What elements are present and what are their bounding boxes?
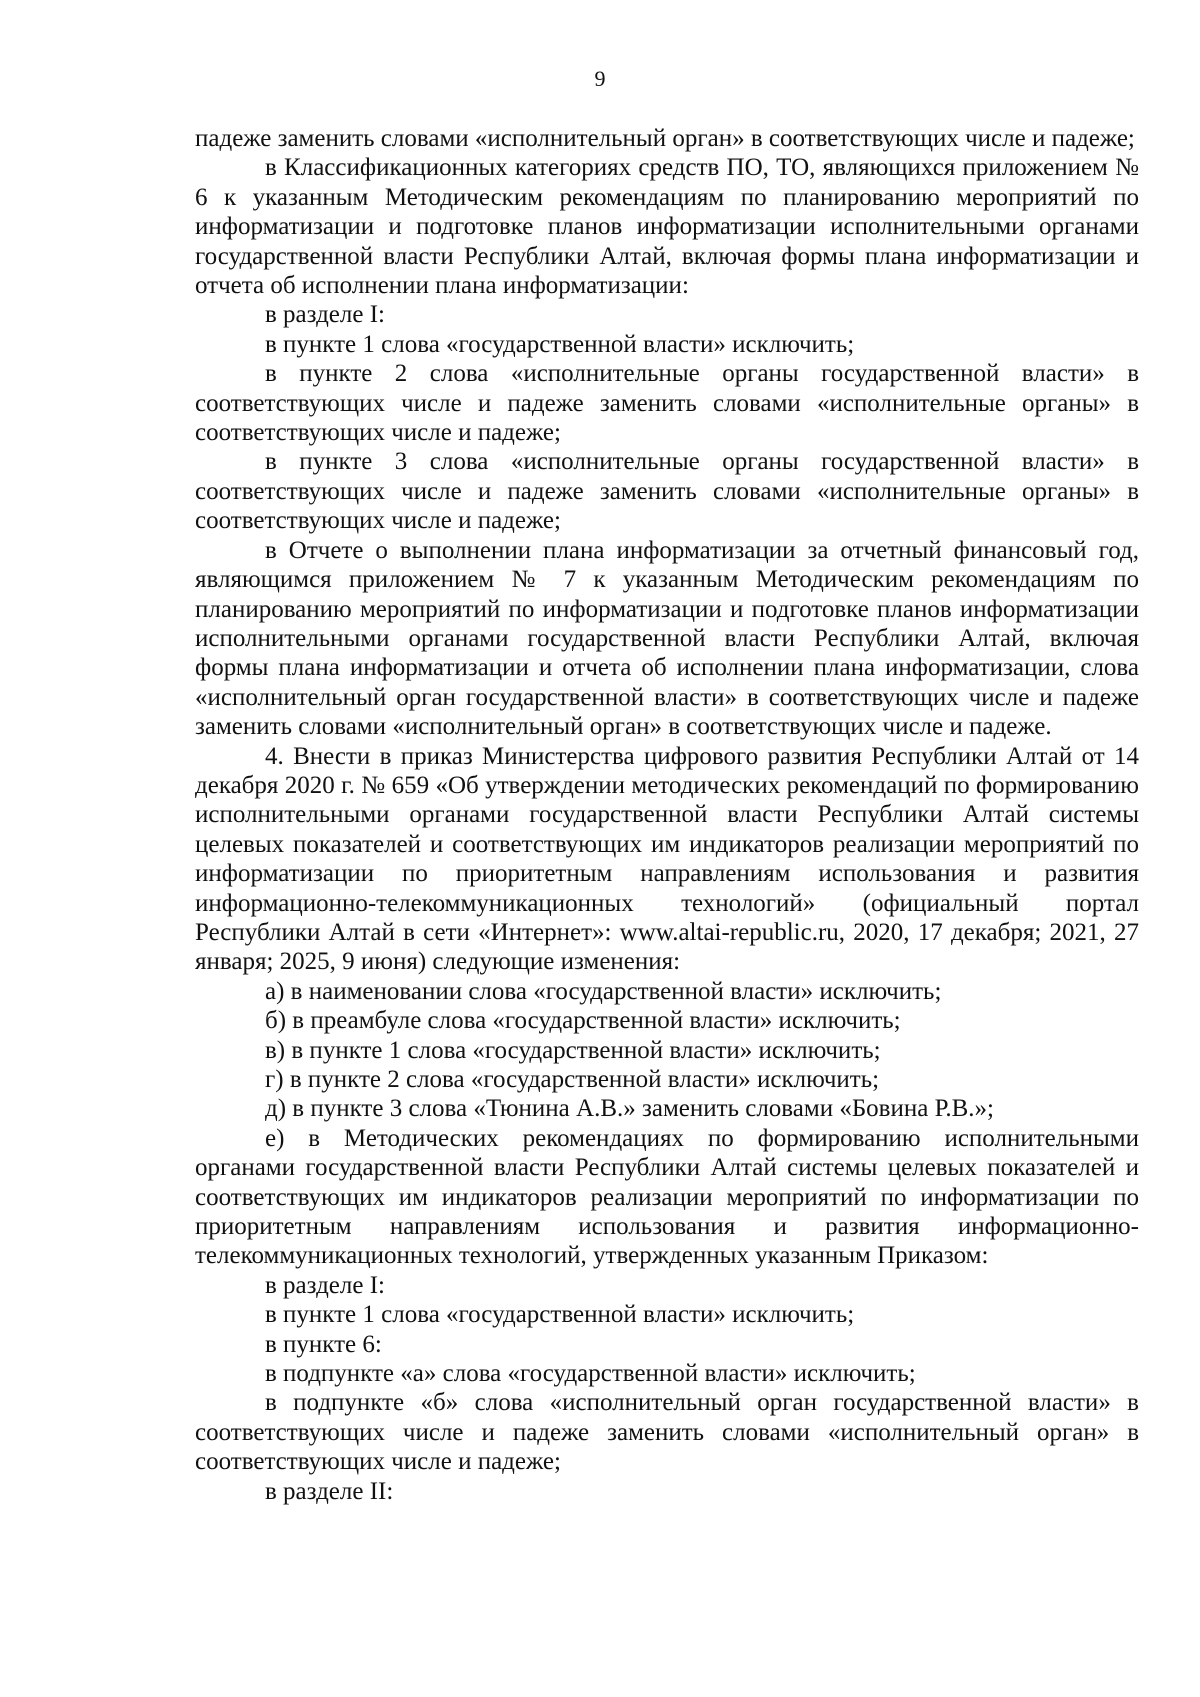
paragraph-point-3: в пункте 3 слова «исполнительные органы государственной власти» в соответствующих числе и падеже заменить словами «исполнительные органы» в соответствующих числе и падеже; — [195, 448, 1139, 535]
paragraph-subitem-v: в) в пункте 1 слова «государственной власти» исключить; — [265, 1036, 881, 1064]
paragraph-subitem-g: г) в пункте 2 слова «государственной власти» исключить; — [265, 1066, 880, 1093]
paragraph-point-1-second: в пункте 1 слова «государственной власти» исключить; — [265, 1301, 855, 1329]
document-body — [195, 124, 1139, 1506]
paragraph-section-1-second: в разделе I: — [265, 1271, 385, 1299]
paragraph-continuation: падеже заменить словами «исполнительный орган» в соответствующих числе и падеже; — [195, 125, 1135, 152]
paragraph-subitem-b: б) в преамбуле слова «государственной власти» исключить; — [265, 1007, 901, 1035]
paragraph-item-4: 4. Внести в приказ Министерства цифрового развития Республики Алтай от 14 декабря 2020 г. № 659 «Об утверждении методических рекомендаций по формированию исполнительными органами государственной власти Республики Алтай системы целевых показателей и соответствующих им индикаторов реализации мероприятий по информатизации по приоритетным направлениям использования и развития информационно-телекоммуникационных технологий» (официальный портал Республики Алтай в сети «Интернет»: www.altai-republic.ru, 2020, 17 декабря; 2021, 27 января; 2025, 9 июня) следующие изменения: — [195, 742, 1139, 976]
paragraph-subpoint-a: в подпункте «а» слова «государственной власти» исключить; — [265, 1360, 916, 1388]
paragraph-report: в Отчете о выполнении плана информатизации за отчетный финансовый год, являющимся приложением № 7 к указанным Методическим рекомендациям по планированию мероприятий по информатизации и подготовке планов информатизации исполнительными органами государственной власти Республики Алтай, включая формы плана информатизации и отчета об исполнении плана информатизации, слова «исполнительный орган государственной власти» в соответствующих числе и падеже заменить словами «исполнительный орган» в соответствующих числе и падеже. — [195, 536, 1139, 741]
paragraph-section-1: в разделе I: — [265, 301, 385, 329]
paragraph-point-2: в пункте 2 слова «исполнительные органы государственной власти» в соответствующих числе и падеже заменить словами «исполнительные органы» в соответствующих числе и падеже; — [195, 360, 1139, 447]
paragraph-subitem-d: д) в пункте 3 слова «Тюнина А.В.» заменить словами «Бовина Р.В.»; — [265, 1095, 994, 1123]
paragraph-point-1: в пункте 1 слова «государственной власти» исключить; — [265, 330, 855, 358]
paragraph-point-6: в пункте 6: — [265, 1330, 382, 1358]
paragraph-subitem-a: а) в наименовании слова «государственной власти» исключить; — [265, 977, 942, 1005]
paragraph-subpoint-b: в подпункте «б» слова «исполнительный орган государственной власти» в соответствующих числе и падеже заменить словами «исполнительный орган» в соответствующих числе и падеже; — [195, 1389, 1139, 1476]
page-number: 9 — [594, 66, 606, 91]
paragraph-section-2: в разделе II: — [265, 1477, 394, 1505]
paragraph-classification-categories: в Классификационных категориях средств ПО, ТО, являющихся приложением № 6 к указанным Методическим рекомендациям по планированию мероприятий по информатизации и подготовке планов информатизации исполнительными органами государственной власти Республики Алтай, включая формы плана информатизации и отчета об исполнении плана информатизации: — [195, 154, 1139, 300]
paragraph-subitem-e: е) в Методических рекомендациях по формированию исполнительными органами государственной власти Республики Алтай системы целевых показателей и соответствующих им индикаторов реализации мероприятий по информатизации по приоритетным направлениям использования и развития информационно-телекоммуникационных технологий, утвержденных указанным Приказом: — [195, 1124, 1139, 1270]
